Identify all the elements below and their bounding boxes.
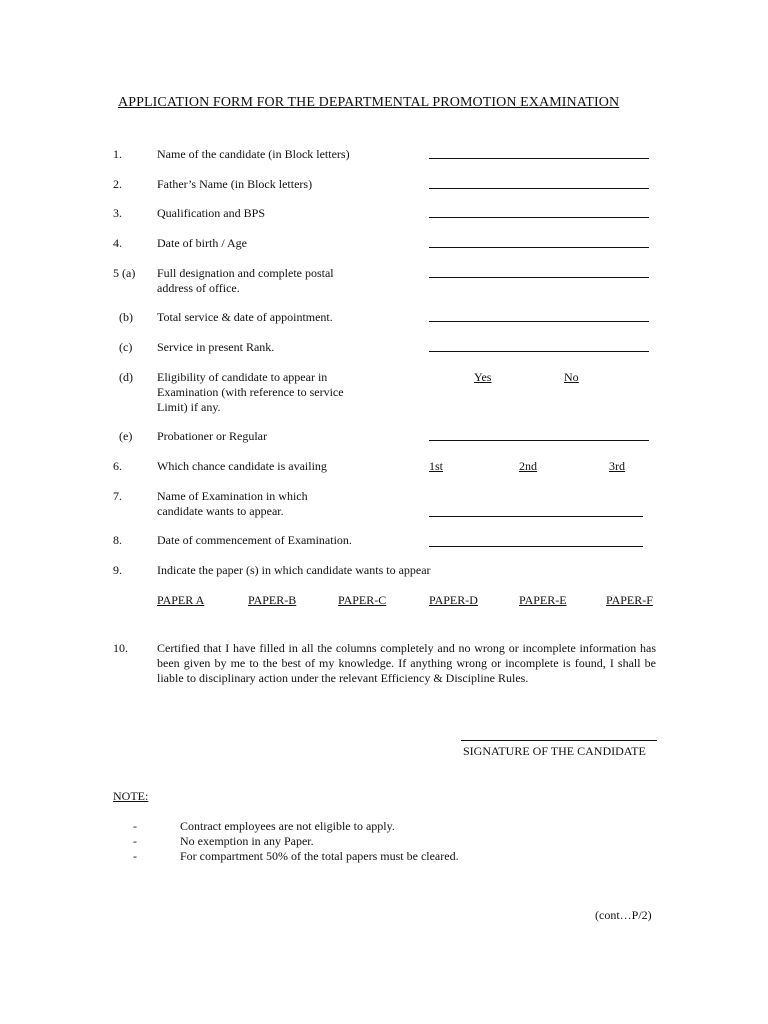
item-number: (c) xyxy=(119,340,133,354)
bullet: - xyxy=(133,834,137,848)
present-rank-input-line[interactable] xyxy=(429,351,649,352)
paper-e-option[interactable]: PAPER-E xyxy=(519,593,567,607)
item-label: Eligibility of candidate to appear in xyxy=(157,370,328,384)
item-label: address of office. xyxy=(157,281,240,295)
item-label: Name of Examination in which xyxy=(157,489,308,503)
item-number: 2. xyxy=(113,177,122,191)
dob-input-line[interactable] xyxy=(429,247,649,248)
total-service-input-line[interactable] xyxy=(429,321,649,322)
item-number: (b) xyxy=(119,310,133,324)
item-label: Date of commencement of Examination. xyxy=(157,533,352,547)
item-label: Indicate the paper (s) in which candidate wants to appear xyxy=(157,563,431,577)
option-no[interactable]: No xyxy=(564,370,579,384)
item-number: 3. xyxy=(113,206,122,220)
name-input-line[interactable] xyxy=(429,158,649,159)
paper-b-option[interactable]: PAPER-B xyxy=(248,593,297,607)
paper-f-option[interactable]: PAPER-F xyxy=(606,593,653,607)
item-label: Which chance candidate is availing xyxy=(157,459,327,473)
designation-input-line[interactable] xyxy=(429,277,649,278)
exam-name-input-line[interactable] xyxy=(429,516,643,517)
item-number: 9. xyxy=(113,563,122,577)
paper-c-option[interactable]: PAPER-C xyxy=(338,593,387,607)
signature-label: SIGNATURE OF THE CANDIDATE xyxy=(463,744,646,758)
father-name-input-line[interactable] xyxy=(429,188,649,189)
note-item: For compartment 50% of the total papers must be cleared. xyxy=(180,849,459,863)
item-label: Father’s Name (in Block letters) xyxy=(157,177,313,191)
qualification-input-line[interactable] xyxy=(429,217,649,218)
continuation-note: (cont…P/2) xyxy=(595,908,652,922)
exam-date-input-line[interactable] xyxy=(429,546,643,547)
signature-line[interactable] xyxy=(461,740,657,741)
bullet: - xyxy=(133,849,137,863)
item-label: Limit) if any. xyxy=(157,400,221,414)
item-label: Name of the candidate (in Block letters) xyxy=(157,147,350,161)
option-2nd[interactable]: 2nd xyxy=(519,459,537,473)
certification-text: Certified that I have filled in all the columns completely and no wrong or incomplete information has been given by me to the best of my knowledge. If anything wrong or incomplete is found, I shall be liable to disciplinary action under the relevant Efficiency & Discipline Rules. xyxy=(157,641,656,685)
paper-a-option[interactable]: PAPER A xyxy=(157,593,205,607)
option-3rd[interactable]: 3rd xyxy=(609,459,625,473)
page-title: APPLICATION FORM FOR THE DEPARTMENTAL PROMOTION EXAMINATION xyxy=(118,95,620,110)
item-number: (e) xyxy=(119,429,133,443)
item-number: 5 (a) xyxy=(113,266,136,280)
item-label: Full designation and complete postal xyxy=(157,266,334,280)
item-number: 10. xyxy=(113,641,128,655)
item-number: 6. xyxy=(113,459,122,473)
item-label: Total service & date of appointment. xyxy=(157,310,333,324)
item-label: Qualification and BPS xyxy=(157,206,265,220)
probationer-input-line[interactable] xyxy=(429,440,649,441)
item-number: 1. xyxy=(113,147,122,161)
item-label: Probationer or Regular xyxy=(157,429,267,443)
option-yes[interactable]: Yes xyxy=(474,370,492,384)
item-number: (d) xyxy=(119,370,133,384)
item-number: 4. xyxy=(113,236,122,250)
note-heading: NOTE: xyxy=(113,789,149,803)
item-label: Examination (with reference to service xyxy=(157,385,344,399)
option-1st[interactable]: 1st xyxy=(429,459,444,473)
note-item: No exemption in any Paper. xyxy=(180,834,314,848)
item-label: Date of birth / Age xyxy=(157,236,247,250)
paper-d-option[interactable]: PAPER-D xyxy=(429,593,478,607)
item-label: Service in present Rank. xyxy=(157,340,275,354)
item-number: 7. xyxy=(113,489,122,503)
bullet: - xyxy=(133,819,137,833)
item-number: 8. xyxy=(113,533,122,547)
item-label: candidate wants to appear. xyxy=(157,504,284,518)
note-item: Contract employees are not eligible to apply. xyxy=(180,819,395,833)
